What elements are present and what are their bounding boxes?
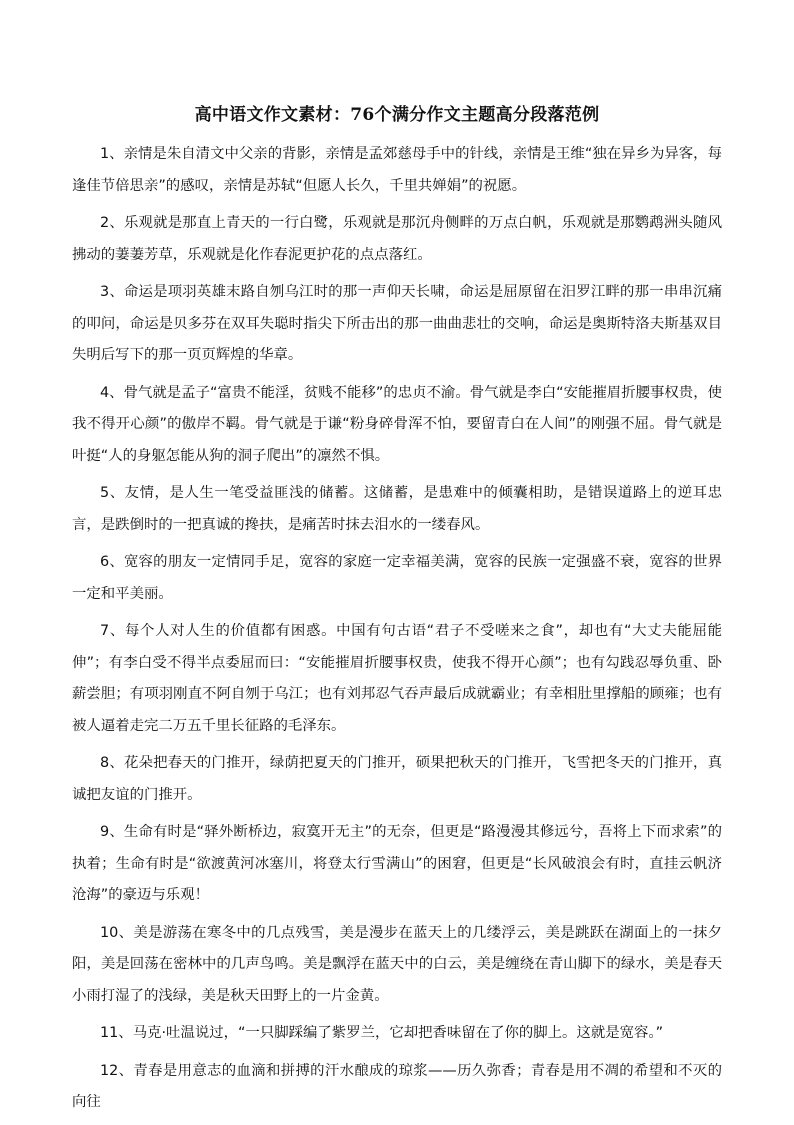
paragraph-10: 10、美是游荡在寒冬中的几点残雪，美是漫步在蓝天上的几缕浮云，美是跳跃在湖面上的一抹夕阳，美是回荡在密林中的几声鸟鸣。美是飘浮在蓝天中的白云，美是缠绕在青山脚下的绿水，美是春天小雨打湿了的浅绿，美是秋天田野上的一片金黄。 bbox=[72, 924, 722, 1004]
paragraph-7: 7、每个人对人生的价值都有困惑。中国有句古语“君子不受嗟来之食”，却也有“大丈夫能屈能伸”；有李白受不得半点委屈而曰：“安能摧眉折腰事权贵，使我不得开心颜”；也有勾践忍辱负重、卧薪尝胆；有项羽刚直不阿自刎于乌江；也有刘邦忍气吞声最后成就霸业；有幸相肚里撑船的顾雍；也有被人逼着走完二万五千里长征路的毛泽东。 bbox=[72, 623, 722, 734]
paragraph-11: 11、马克·吐温说过，“一只脚踩编了紫罗兰，它却把香味留在了你的脚上。这就是宽容。” bbox=[100, 1025, 664, 1041]
paragraph-2: 2、乐观就是那直上青天的一行白鹭，乐观就是那沉舟侧畔的万点白帆，乐观就是那鹦鹉洲头随风拂动的萋萋芳草，乐观就是化作春泥更护花的点点落红。 bbox=[72, 215, 722, 263]
document-title: 高中语文作文素材：76个满分作文主题高分段落范例 bbox=[194, 105, 600, 125]
paragraph-4: 4、骨气就是孟子“富贵不能淫，贫贱不能移”的忠贞不渝。骨气就是李白“安能摧眉折腰事权贵，使我不得开心颜”的傲岸不羁。骨气就是于谦“粉身碎骨浑不怕，要留青白在人间”的刚强不屈。骨气就是叶挺“人的身躯怎能从狗的洞子爬出”的凛然不惧。 bbox=[72, 384, 722, 464]
paragraph-6: 6、宽容的朋友一定情同手足，宽容的家庭一定幸福美满，宽容的民族一定强盛不衰，宽容的世界一定和平美丽。 bbox=[72, 554, 722, 602]
paragraph-8: 8、花朵把春天的门推开，绿荫把夏天的门推开，硕果把秋天的门推开，飞雪把冬天的门推开，真诚把友谊的门推开。 bbox=[72, 755, 722, 803]
document-body bbox=[72, 139, 722, 1125]
paragraph-3: 3、命运是项羽英雄末路自刎乌江时的那一声仰天长啸，命运是屈原留在汨罗江畔的那一串串沉痛的叩问，命运是贝多芬在双耳失聪时指尖下所击出的那一曲曲悲壮的交响，命运是奥斯特洛夫斯基双目失明后写下的那一页页辉煌的华章。 bbox=[72, 284, 722, 363]
paragraph-9: 9、生命有时是“驿外断桥边，寂寞开无主”的无奈，但更是“路漫漫其修远兮，吾将上下而求索”的执着；生命有时是“欲渡黄河冰塞川，将登太行雪满山”的困窘，但更是“长风破浪会有时，直挂云帆济沧海”的豪迈与乐观！ bbox=[72, 824, 722, 903]
paragraph-1: 1、亲情是朱自清文中父亲的背影，亲情是孟郊慈母手中的针线，亲情是王维“独在异乡为异客，每逢佳节倍思亲”的感叹，亲情是苏轼“但愿人长久，千里共婵娟”的祝愿。 bbox=[72, 146, 722, 194]
paragraph-12: 12、青春是用意志的血滴和拼搏的汗水酿成的琼浆——历久弥香；青春是用不凋的希望和不灭的向往 bbox=[72, 1062, 722, 1110]
paragraph-5: 5、友情，是人生一笔受益匪浅的储蓄。这储蓄，是患难中的倾囊相助，是错误道路上的逆耳忠言，是跌倒时的一把真诚的搀扶，是痛苦时抹去泪水的一缕春风。 bbox=[72, 485, 722, 533]
